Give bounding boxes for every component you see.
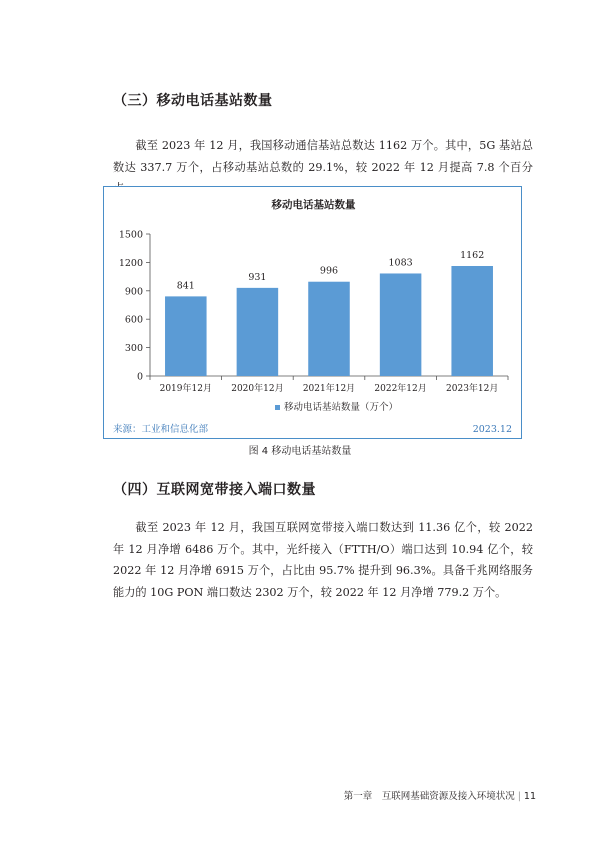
bar xyxy=(308,282,350,376)
bar xyxy=(237,288,279,376)
x-tick-label: 2023年12月 xyxy=(446,384,499,394)
bar xyxy=(165,296,207,376)
figure-caption: 图 4 移动电话基站数量 xyxy=(248,446,352,457)
x-tick-label: 2019年12月 xyxy=(159,384,212,394)
page-footer xyxy=(344,788,536,802)
paragraph-base-stations: 截至 2023 年 12 月，我国移动通信基站总数达 1162 万个。其中，5G 基站总数达 337.7 万个，占移动基站总数的 29.1%，较 2022 年 12 月提高 7.8 个百分 xyxy=(113,139,533,174)
legend-label: 移动电话基站数量（万个） xyxy=(284,402,399,413)
y-tick-label: 1500 xyxy=(118,229,143,241)
y-tick-label: 300 xyxy=(124,343,143,355)
section-heading-base-stations: （三）移动电话基站数量 xyxy=(113,93,273,109)
page-number: 11 xyxy=(523,791,536,802)
footer-separator: | xyxy=(517,791,521,802)
x-tick-label: 2022年12月 xyxy=(374,384,427,394)
y-tick-label: 1200 xyxy=(118,257,143,269)
footer-chapter: 第一章 互联网基础资源及接入环境状况 xyxy=(343,791,515,802)
y-tick-label: 0 xyxy=(136,371,143,383)
data-label: 1083 xyxy=(388,257,413,269)
x-tick-label: 2020年12月 xyxy=(231,384,284,394)
bar xyxy=(451,266,493,376)
data-label: 841 xyxy=(176,280,195,292)
chart-source-date: 2023.12 xyxy=(472,424,512,435)
paragraph-broadband-ports: 截至 2023 年 12 月，我国互联网宽带接入端口数达到 11.36 亿个，较 2022 年 12 月净增 6486 万个。其中，光纤接入（FTTH/O）端口达到 10.94 亿个，较 2022 年 12 月净增 6915 万个，占比由 95.7% 提升到 96.3%。具备千兆网络服务能力的 10G PON 端口数达 2302 万个，较 2022 年 12 月净增 779.2 万个。 xyxy=(113,521,533,599)
chart-source: 来源：工业和信息化部 xyxy=(113,424,209,435)
bar-chart xyxy=(104,187,523,440)
section-heading-broadband-ports: （四）互联网宽带接入端口数量 xyxy=(113,482,316,498)
y-tick-label: 600 xyxy=(124,314,143,326)
x-tick-label: 2021年12月 xyxy=(302,384,356,394)
chart-base-stations xyxy=(103,186,522,439)
y-tick-label: 900 xyxy=(124,286,143,298)
chart-title: 移动电话基站数量 xyxy=(271,199,356,211)
data-label: 1162 xyxy=(460,249,485,261)
bar xyxy=(380,273,422,376)
legend-swatch xyxy=(275,405,280,410)
data-label: 996 xyxy=(319,265,339,277)
data-label: 931 xyxy=(248,271,267,283)
